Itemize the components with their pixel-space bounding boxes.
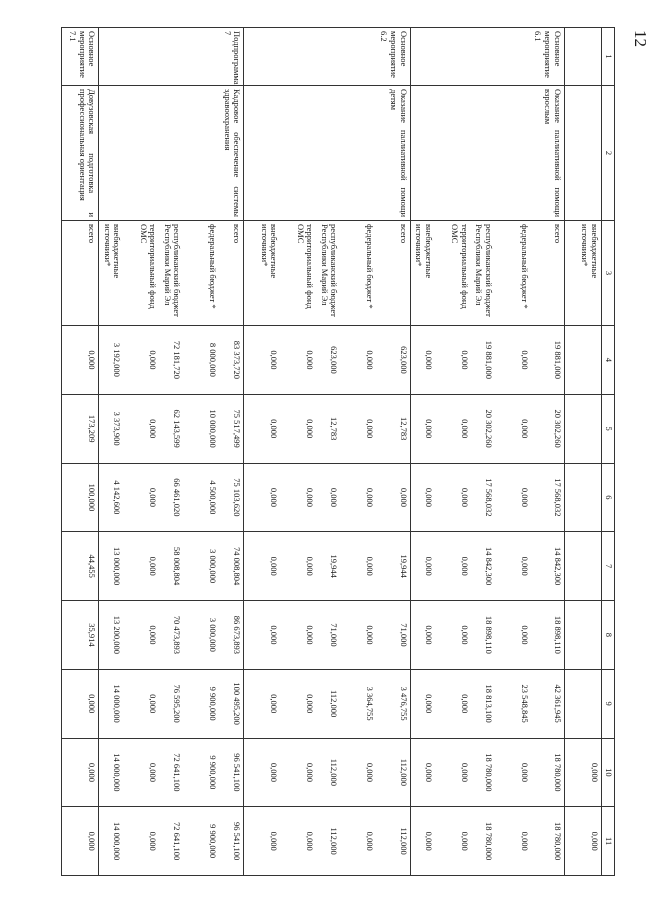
table-row — [410, 28, 435, 876]
row-name-cell — [435, 86, 471, 221]
value-cell: 623,000 — [376, 326, 410, 395]
value-cell: 14 000,000 — [99, 669, 124, 738]
value-cell: 18 780,000 — [471, 807, 495, 876]
value-cell: 0,000 — [435, 532, 471, 601]
value-cell: 0,000 — [280, 738, 316, 807]
row-code-cell: Основное мероприятие 6.1 — [531, 28, 565, 86]
value-cell: 623,000 — [316, 326, 340, 395]
value-cell: 0,000 — [62, 326, 99, 395]
table-row — [531, 28, 565, 876]
column-number: 11 — [602, 807, 615, 876]
budget-table — [61, 27, 615, 876]
row-code-cell — [159, 28, 183, 86]
column-number: 2 — [602, 86, 615, 221]
value-cell: 0,000 — [410, 326, 435, 395]
value-cell: 0,000 — [123, 532, 159, 601]
value-cell: 19 881,000 — [471, 326, 495, 395]
table-row — [495, 28, 531, 876]
value-cell: 0,000 — [340, 394, 376, 463]
value-cell: 112,000 — [376, 738, 410, 807]
value-cell — [565, 601, 602, 670]
value-cell — [565, 463, 602, 532]
value-cell: 3 373,900 — [99, 394, 124, 463]
value-cell: 0,000 — [123, 601, 159, 670]
value-cell: 0,000 — [244, 601, 281, 670]
value-cell: 0,000 — [280, 601, 316, 670]
value-cell: 23 548,845 — [495, 669, 531, 738]
value-cell: 0,000 — [123, 326, 159, 395]
value-cell: 9 900,000 — [183, 738, 219, 807]
table-row — [471, 28, 495, 876]
value-cell: 3 000,000 — [183, 532, 219, 601]
value-cell: 19 881,000 — [531, 326, 565, 395]
funding-source-cell: внебюджетные источники* — [565, 221, 602, 326]
funding-source-cell: республиканский бюджет Республики Марий Эл — [159, 221, 183, 326]
value-cell: 0,000 — [280, 532, 316, 601]
value-cell: 18 813,100 — [471, 669, 495, 738]
value-cell: 96 541,100 — [219, 738, 244, 807]
funding-source-cell: федеральный бюджет * — [183, 221, 219, 326]
value-cell: 3 476,755 — [376, 669, 410, 738]
value-cell: 0,000 — [340, 601, 376, 670]
value-cell: 20 302,260 — [531, 394, 565, 463]
value-cell: 4 500,000 — [183, 463, 219, 532]
value-cell: 100 495,200 — [219, 669, 244, 738]
row-code-cell — [99, 28, 124, 86]
funding-source-cell: внебюджетные источники* — [99, 221, 124, 326]
value-cell — [565, 669, 602, 738]
value-cell: 14 000,000 — [99, 738, 124, 807]
column-number: 9 — [602, 669, 615, 738]
value-cell: 19,944 — [376, 532, 410, 601]
row-name-cell — [410, 86, 435, 221]
value-cell: 173,209 — [62, 394, 99, 463]
row-code-cell — [316, 28, 340, 86]
row-code-cell — [565, 28, 602, 86]
value-cell: 0,000 — [340, 326, 376, 395]
value-cell: 17 568,032 — [471, 463, 495, 532]
value-cell: 14 842,300 — [471, 532, 495, 601]
value-cell: 9 900,000 — [183, 807, 219, 876]
column-number: 4 — [602, 326, 615, 395]
value-cell: 18 898,110 — [531, 601, 565, 670]
funding-source-cell: федеральный бюджет * — [340, 221, 376, 326]
value-cell: 0,000 — [495, 601, 531, 670]
value-cell: 0,000 — [280, 326, 316, 395]
value-cell: 0,000 — [495, 326, 531, 395]
value-cell: 75 517,499 — [219, 394, 244, 463]
value-cell: 0,000 — [410, 463, 435, 532]
column-number: 1 — [602, 28, 615, 86]
value-cell: 42 361,945 — [531, 669, 565, 738]
row-name-cell — [565, 86, 602, 221]
value-cell: 58 008,804 — [159, 532, 183, 601]
row-code-cell: Подпрограмма 7 — [219, 28, 244, 86]
funding-source-cell: всего — [219, 221, 244, 326]
row-name-cell — [340, 86, 376, 221]
value-cell: 112,000 — [316, 738, 340, 807]
row-name-cell — [99, 86, 124, 221]
value-cell: 71,000 — [376, 601, 410, 670]
funding-source-cell: республиканский бюджет Республики Марий Эл — [471, 221, 495, 326]
column-number: 3 — [602, 221, 615, 326]
column-number: 6 — [602, 463, 615, 532]
value-cell: 0,000 — [435, 807, 471, 876]
value-cell: 0,000 — [495, 532, 531, 601]
value-cell: 0,000 — [244, 807, 281, 876]
value-cell: 9 900,000 — [183, 669, 219, 738]
value-cell: 18 898,110 — [471, 601, 495, 670]
value-cell: 18 780,000 — [531, 807, 565, 876]
funding-source-cell: всего — [62, 221, 99, 326]
value-cell: 0,000 — [62, 807, 99, 876]
value-cell: 0,000 — [565, 807, 602, 876]
value-cell: 0,000 — [244, 738, 281, 807]
funding-source-cell: всего — [376, 221, 410, 326]
value-cell: 62 143,599 — [159, 394, 183, 463]
value-cell: 0,000 — [565, 738, 602, 807]
value-cell: 0,000 — [280, 463, 316, 532]
table-row — [340, 28, 376, 876]
value-cell: 83 373,720 — [219, 326, 244, 395]
value-cell: 0,000 — [495, 463, 531, 532]
value-cell: 112,000 — [316, 807, 340, 876]
value-cell: 70 473,893 — [159, 601, 183, 670]
column-number: 5 — [602, 394, 615, 463]
value-cell: 4 142,600 — [99, 463, 124, 532]
value-cell: 0,000 — [410, 601, 435, 670]
row-name-cell: Кадровое обеспечение системы здравоохранения — [219, 86, 244, 221]
value-cell: 13 000,000 — [99, 532, 124, 601]
value-cell: 0,000 — [123, 807, 159, 876]
row-name-cell: Оказание паллиативной помощи детям — [376, 86, 410, 221]
row-code-cell — [435, 28, 471, 86]
value-cell: 0,000 — [280, 394, 316, 463]
value-cell: 0,000 — [244, 532, 281, 601]
value-cell: 0,000 — [435, 669, 471, 738]
funding-source-cell: территориальный фонд ОМС — [280, 221, 316, 326]
value-cell: 0,000 — [340, 738, 376, 807]
table-row — [183, 28, 219, 876]
value-cell: 0,000 — [123, 463, 159, 532]
row-name-cell — [316, 86, 340, 221]
table-row — [565, 28, 602, 876]
value-cell: 8 000,000 — [183, 326, 219, 395]
row-name-cell — [123, 86, 159, 221]
table-row — [159, 28, 183, 876]
row-code-cell — [183, 28, 219, 86]
row-name-cell — [471, 86, 495, 221]
value-cell: 0,000 — [340, 532, 376, 601]
value-cell — [565, 532, 602, 601]
value-cell: 0,000 — [435, 738, 471, 807]
value-cell: 0,000 — [435, 601, 471, 670]
funding-source-cell: федеральный бюджет * — [495, 221, 531, 326]
value-cell: 3 192,000 — [99, 326, 124, 395]
table-body — [62, 28, 602, 876]
value-cell: 96 541,100 — [219, 807, 244, 876]
value-cell: 10 000,000 — [183, 394, 219, 463]
value-cell: 72 181,720 — [159, 326, 183, 395]
table-row — [62, 28, 99, 876]
value-cell: 19,944 — [316, 532, 340, 601]
value-cell: 75 103,620 — [219, 463, 244, 532]
value-cell: 71,000 — [316, 601, 340, 670]
value-cell: 76 595,200 — [159, 669, 183, 738]
column-number: 7 — [602, 532, 615, 601]
row-name-cell — [244, 86, 281, 221]
column-number-row — [602, 28, 615, 876]
row-name-cell: Довузовская подготовка и профессиональная ориентация — [62, 86, 99, 221]
value-cell: 0,000 — [316, 463, 340, 532]
row-name-cell: Оказание паллиативной помощи взрослым — [531, 86, 565, 221]
value-cell: 0,000 — [280, 669, 316, 738]
page-number: 12 — [631, 30, 650, 47]
value-cell: 0,000 — [495, 807, 531, 876]
row-code-cell — [280, 28, 316, 86]
row-code-cell — [340, 28, 376, 86]
row-name-cell — [159, 86, 183, 221]
funding-source-cell: всего — [531, 221, 565, 326]
value-cell: 66 461,020 — [159, 463, 183, 532]
value-cell: 12,783 — [376, 394, 410, 463]
row-code-cell: Основное мероприятие 6.2 — [376, 28, 410, 86]
value-cell: 0,000 — [410, 669, 435, 738]
funding-source-cell: внебюджетные источники* — [244, 221, 281, 326]
value-cell: 0,000 — [435, 394, 471, 463]
value-cell: 74 008,804 — [219, 532, 244, 601]
column-number: 8 — [602, 601, 615, 670]
row-code-cell — [471, 28, 495, 86]
value-cell: 0,000 — [495, 738, 531, 807]
value-cell: 0,000 — [376, 463, 410, 532]
value-cell: 17 568,032 — [531, 463, 565, 532]
value-cell: 18 780,000 — [471, 738, 495, 807]
value-cell: 13 200,000 — [99, 601, 124, 670]
value-cell — [565, 394, 602, 463]
value-cell: 100,000 — [62, 463, 99, 532]
funding-source-cell: территориальный фонд ОМС — [435, 221, 471, 326]
value-cell: 72 641,100 — [159, 807, 183, 876]
value-cell: 0,000 — [410, 532, 435, 601]
value-cell: 12,783 — [316, 394, 340, 463]
value-cell: 35,914 — [62, 601, 99, 670]
value-cell: 0,000 — [244, 669, 281, 738]
value-cell: 44,455 — [62, 532, 99, 601]
value-cell: 0,000 — [435, 326, 471, 395]
table-row — [376, 28, 410, 876]
value-cell: 0,000 — [123, 394, 159, 463]
value-cell: 86 673,893 — [219, 601, 244, 670]
value-cell: 0,000 — [410, 807, 435, 876]
row-code-cell — [244, 28, 281, 86]
value-cell: 3 364,755 — [340, 669, 376, 738]
column-number: 10 — [602, 738, 615, 807]
table-row — [316, 28, 340, 876]
value-cell: 0,000 — [410, 738, 435, 807]
funding-source-cell: территориальный фонд ОМС — [123, 221, 159, 326]
table-row — [280, 28, 316, 876]
value-cell: 0,000 — [244, 463, 281, 532]
value-cell: 72 641,100 — [159, 738, 183, 807]
value-cell: 112,000 — [376, 807, 410, 876]
value-cell: 20 302,260 — [471, 394, 495, 463]
value-cell: 0,000 — [340, 463, 376, 532]
table-row — [123, 28, 159, 876]
value-cell: 0,000 — [244, 394, 281, 463]
value-cell: 14 000,000 — [99, 807, 124, 876]
value-cell — [565, 326, 602, 395]
value-cell: 0,000 — [410, 394, 435, 463]
row-name-cell — [183, 86, 219, 221]
row-code-cell — [410, 28, 435, 86]
value-cell: 14 842,300 — [531, 532, 565, 601]
value-cell: 0,000 — [244, 326, 281, 395]
table-row — [99, 28, 124, 876]
value-cell: 3 000,000 — [183, 601, 219, 670]
row-name-cell — [495, 86, 531, 221]
funding-source-cell: внебюджетные источники* — [410, 221, 435, 326]
value-cell: 112,000 — [316, 669, 340, 738]
row-name-cell — [280, 86, 316, 221]
row-code-cell — [123, 28, 159, 86]
value-cell: 0,000 — [280, 807, 316, 876]
value-cell: 0,000 — [340, 807, 376, 876]
row-code-cell — [495, 28, 531, 86]
value-cell: 18 780,000 — [531, 738, 565, 807]
value-cell: 0,000 — [123, 738, 159, 807]
table-row — [244, 28, 281, 876]
value-cell: 0,000 — [62, 669, 99, 738]
table-row — [219, 28, 244, 876]
value-cell: 0,000 — [62, 738, 99, 807]
value-cell: 0,000 — [495, 394, 531, 463]
funding-source-cell: республиканский бюджет Республики Марий Эл — [316, 221, 340, 326]
row-code-cell: Основное мероприятие 7.1 — [62, 28, 99, 86]
table-row — [435, 28, 471, 876]
value-cell: 0,000 — [123, 669, 159, 738]
value-cell: 0,000 — [435, 463, 471, 532]
